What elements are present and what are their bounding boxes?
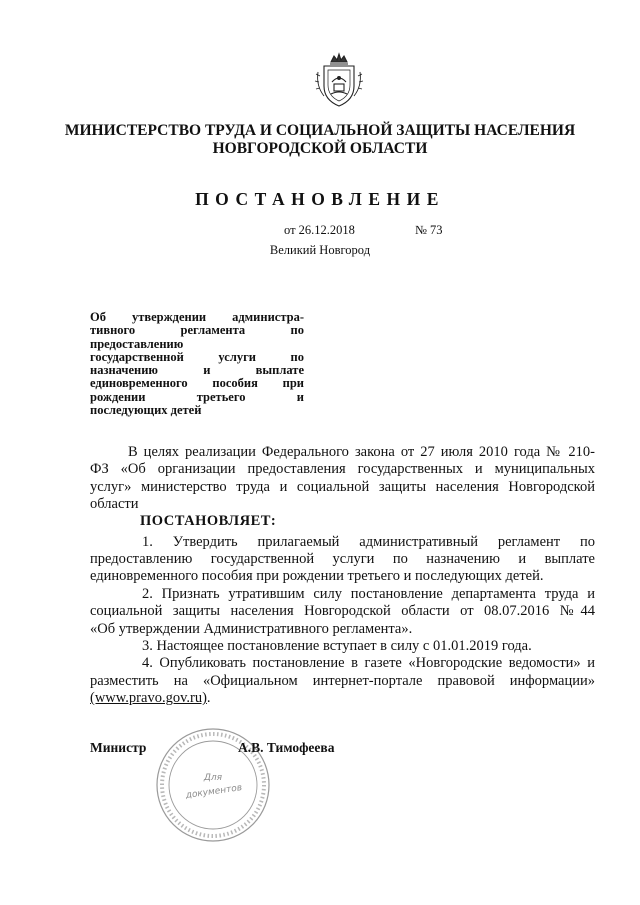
- pravo-gov-link[interactable]: (www.pravo.gov.ru): [90, 690, 207, 707]
- signer-position: Министр: [90, 740, 147, 755]
- document-subject: [90, 311, 304, 417]
- body-line: [90, 690, 595, 707]
- coat-of-arms-icon: [314, 52, 364, 110]
- body-line: разместить на «Официальном интернет-портале правовой информации»: [90, 672, 595, 689]
- body-line: 1. Утвердить прилагаемый административный регламент по: [142, 533, 595, 550]
- subject-line: государственной услуги по: [90, 349, 304, 364]
- subject-line: назначению и выплате: [90, 363, 304, 378]
- body-line: единовременного пособия при рождении третьего и последующих детей.: [90, 568, 544, 585]
- item-4-period: .: [206, 690, 211, 707]
- body-line: 3. Настоящее постановление вступает в силу с 01.01.2019 года.: [142, 638, 532, 655]
- subject-line: рождении третьего и: [90, 389, 304, 404]
- subject-line: последующих детей: [90, 403, 202, 418]
- body-line: 4. Опубликовать постановление в газете «Новгородские ведомости» и: [142, 655, 595, 672]
- body-line: «Об утверждении Административного регламента».: [90, 620, 413, 637]
- subject-line: единовременного пособия при: [90, 376, 304, 391]
- subject-line: тивного регламента по: [90, 323, 304, 338]
- stamp-center-line2: документов: [185, 783, 243, 801]
- resolves-heading: ПОСТАНОВЛЯЕТ:: [140, 513, 277, 529]
- item-2: [90, 586, 595, 638]
- body-line: В целях реализации Федерального закона от 27 июля 2010 года № 210-: [128, 444, 595, 460]
- signer-name: А.В. Тимофеева: [238, 740, 335, 755]
- document-date: от 26.12.2018: [284, 223, 355, 237]
- document-type: ПОСТАНОВЛЕНИЕ: [195, 189, 445, 209]
- document-number: № 73: [415, 223, 443, 237]
- body-line: предоставлению государственной услуги по назначению и выплате: [90, 551, 595, 568]
- body-line: социальной защиты населения Новгородской области от 08.07.2016 №44: [90, 603, 595, 620]
- body-line: ФЗ «Об организации предоставления государственных и муниципальных: [90, 461, 595, 478]
- body-line: услуг» министерство труда и социальной защиты населения Новгородской: [90, 478, 595, 495]
- body-line: 2. Признать утратившим силу постановление департамента труда и: [142, 585, 595, 602]
- subject-line: предоставлению: [90, 336, 184, 351]
- item-1: [90, 534, 595, 586]
- item-3: [90, 638, 595, 655]
- document-body: [90, 444, 595, 708]
- ministry-title: [0, 122, 640, 158]
- body-line: области: [90, 496, 139, 513]
- ministry-title-line1: МИНИСТЕРСТВО ТРУДА И СОЦИАЛЬНОЙ ЗАЩИТЫ НАСЕЛЕНИЯ: [64, 122, 576, 139]
- ministry-title-line2: НОВГОРОДСКОЙ ОБЛАСТИ: [212, 140, 428, 157]
- preamble: [90, 444, 595, 514]
- subject-line: Об утверждении администра-: [90, 310, 304, 324]
- item-4: [90, 655, 595, 707]
- document-city: Великий Новгород: [269, 243, 371, 257]
- stamp-center-line1: Для: [203, 773, 223, 783]
